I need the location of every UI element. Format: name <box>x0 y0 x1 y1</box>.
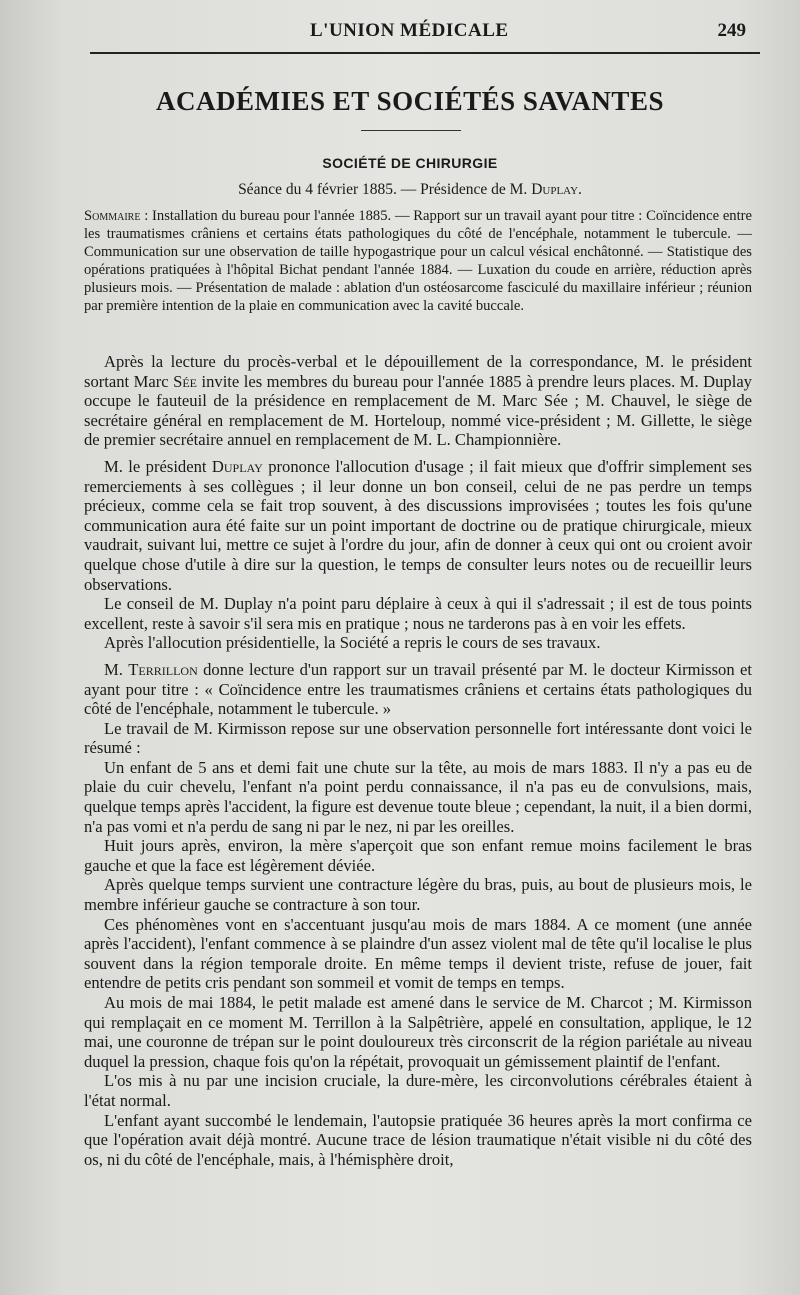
paragraph-text: Après la lecture du procès-verbal et le dépouillement de la correspondance, M. le président sortant Marc <box>84 352 752 391</box>
seance-line <box>0 181 800 199</box>
sommaire-text: : Installation du bureau pour l'année 1885. — Rapport sur un travail ayant pour titre : Coïncidence entre les traumatismes crâniens et certains états pathologiques du côté de l'encéphale, notamment le tubercule. — Communication sur une observation de taille hypogastrique pour un calcul vésical enchâtonné. — Statistique des opérations pratiquées à l'hôpital Bichat pendant l'année 1884. — Luxation du coude en arrière, réduction après plusieurs mois. — Présentation de malade : ablation d'un ostéosarcome fasciculé du maxillaire inférieur ; réunion par première intention de la plaie en communication avec la cavité buccale. <box>84 208 752 315</box>
running-head <box>0 20 800 46</box>
paragraph-text: prononce l'allocution d'usage ; il fait mieux que d'offrir simplement ses remerciements à ses collègues ; il leur donne un bon conseil, celui de ne pas perdre un temps précieux, comme cela se fait trop souvent, à des discussions improvisées ; toutes les fois qu'une communication aura été faite sur un point important de doctrine ou de pratique chirurgicale, mieux vaudrait, suivant lui, mettre ce sujet à l'ordre du jour, afin de donner à ceux qui ont ou croient avoir quelque chose d'utile à dire sur la question, le temps de consulter leurs notes ou de recueillir leurs observations. <box>84 456 753 594</box>
name-smallcaps: Sée <box>173 371 198 391</box>
seance-text: Séance du 4 février 1885. — Présidence de M. <box>238 181 532 198</box>
paragraph-text: Huit jours après, environ, la mère s'aperçoit que son enfant remue moins facilement le bras gauche et que la face est légèrement déviée. <box>84 836 752 875</box>
body-paragraph <box>84 875 752 914</box>
journal-title: L'UNION MÉDICALE <box>310 20 509 41</box>
body-paragraph <box>84 758 752 836</box>
paragraph-text: Un enfant de 5 ans et demi fait une chute sur la tête, au mois de mars 1883. Il n'y a pas eu de plaie du cuir chevelu, l'enfant n'a point perdu connaissance, il n'a pas eu de convulsions, mais, quelque temps après l'accident, la figure est devenue toute bleue ; cependant, la nuit, il a bien dormi, n'a pas vomi et n'a perdu de sang ni par le nez, ni par les oreilles. <box>84 757 752 836</box>
paragraph-text: Après l'allocution présidentielle, la Société a repris le cours de ses travaux. <box>104 633 601 653</box>
body-paragraph <box>84 719 752 758</box>
paragraph-text: Le conseil de M. Duplay n'a point paru déplaire à ceux à qui il s'adressait ; il est de tous points excellent, reste à savoir s'il sera mis en pratique ; nous ne tarderons pas à en voir les effets. <box>84 594 752 633</box>
body-paragraph <box>84 594 752 633</box>
sommaire-label: Sommaire <box>84 208 141 224</box>
sommaire <box>84 207 752 316</box>
body-paragraph <box>84 836 752 875</box>
paragraph-text: Au mois de mai 1884, le petit malade est amené dans le service de M. Charcot ; M. Kirmisson qui remplaçait en ce moment M. Terrillon à la Salpêtrière, appelé en consultation, applique, le 12 mai, une couronne de trépan sur le point douloureux très circonscrit de la région pariétale au niveau duquel la pression, chaque fois qu'on la répétait, provoquait un gémissement plaintif de l'enfant. <box>84 993 752 1071</box>
body-paragraph <box>84 915 752 993</box>
body-paragraph <box>84 1071 752 1110</box>
name-smallcaps: Terrillon <box>128 659 198 679</box>
paragraph-text: invite les membres du bureau pour l'année 1885 à prendre leurs places. M. Duplay occupe le fauteuil de la présidence en remplacement de M. Marc Sée ; M. Chauvel, le siège de secrétaire général en remplacement de M. Horteloup, nommé vice-président ; M. Gillette, le siège de premier secrétaire annuel en remplacement de M. L. Championnière. <box>84 371 752 450</box>
body-paragraph <box>84 660 752 719</box>
paragraph-text: Ces phénomènes vont en s'accentuant jusqu'au mois de mars 1884. A ce moment (une année après l'accident), l'enfant commence à se plaindre d'un assez violent mal de tête qu'il localise le plus souvent dans la région temporale droite. En même temps il devient triste, refuse de jouer, fait entendre de petits cris pendant son sommeil et vomit de temps en temps. <box>84 914 752 993</box>
society-heading: SOCIÉTÉ DE CHIRURGIE <box>322 155 498 171</box>
seance-president: Duplay. <box>531 181 582 198</box>
body-paragraph <box>84 457 752 594</box>
paragraph-text: donne lecture d'un rapport sur un travail présenté par M. le docteur Kirmisson et ayant pour titre : « Coïncidence entre les traumatismes crâniens et certains états pathologiques du côté de l'encéphale, notamment le tubercule. » <box>84 659 752 719</box>
name-smallcaps: Duplay <box>211 456 263 476</box>
paragraph-text: Le travail de M. Kirmisson repose sur une observation personnelle fort intéressante dont voici le résumé : <box>84 718 752 758</box>
page-number: 249 <box>717 20 746 41</box>
paragraph-text: Après quelque temps survient une contracture légère du bras, puis, au bout de plusieurs mois, le membre inférieur gauche se contracture à son tour. <box>84 875 752 915</box>
paragraph-text: L'os mis à nu par une incision cruciale, la dure-mère, les circonvolutions cérébrales étaient à l'état normal. <box>84 1071 752 1110</box>
body-paragraph <box>84 633 752 653</box>
title-rule <box>361 130 461 131</box>
body-paragraph <box>84 1111 752 1170</box>
body-paragraph <box>84 352 752 450</box>
body-paragraph <box>84 993 752 1071</box>
article-body <box>84 352 752 1169</box>
section-title: ACADÉMIES ET SOCIÉTÉS SAVANTES <box>156 86 664 116</box>
paragraph-text: L'enfant ayant succombé le lendemain, l'autopsie pratiquée 36 heures après la mort confirma ce que l'opération avait déjà montré. Aucune trace de lésion traumatique n'était visible ni du côté des os, ni du côté de l'encéphale, mais, à l'hémisphère droit, <box>84 1110 752 1169</box>
header-rule <box>90 52 760 54</box>
paragraph-text: M. le président <box>104 456 212 476</box>
paragraph-text: M. <box>104 659 129 679</box>
